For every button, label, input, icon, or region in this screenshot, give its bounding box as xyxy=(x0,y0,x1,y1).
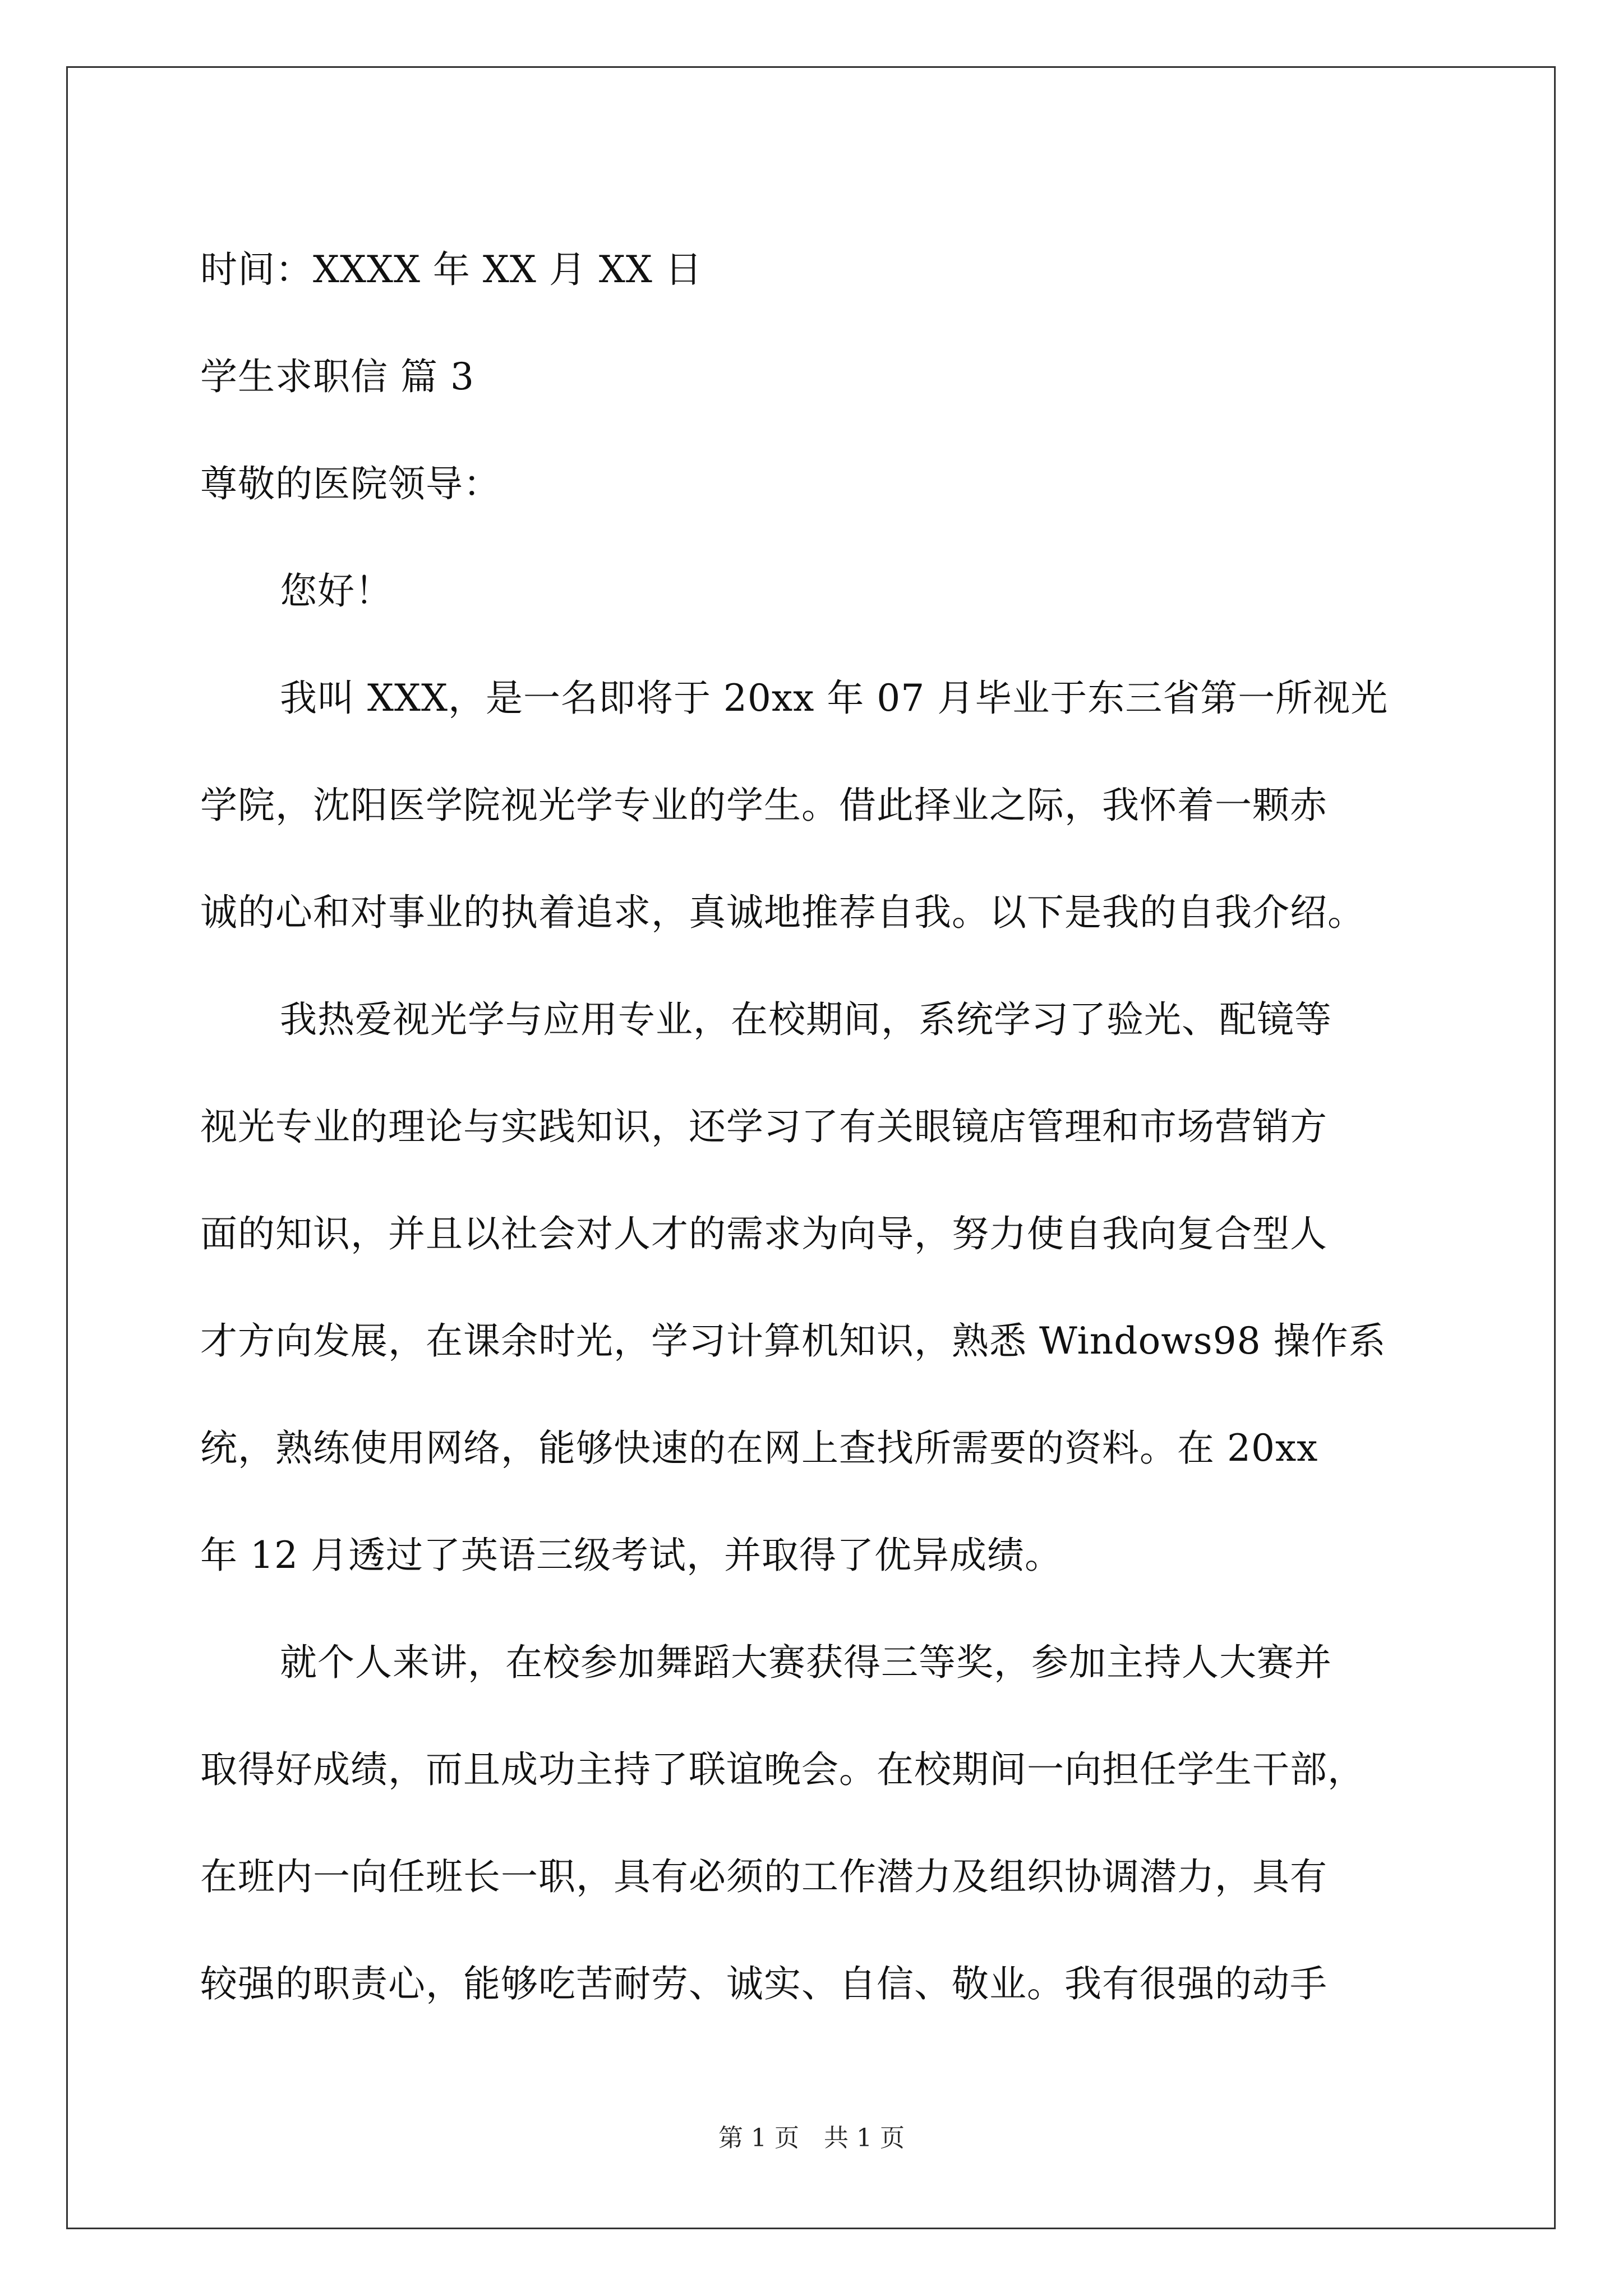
paragraph-line: 学院，沈阳医学院视光学专业的学生。借此择业之际，我怀着一颗赤 xyxy=(200,784,1327,827)
paragraph-line: 面的知识，并且以社会对人才的需求为向导，努力使自我向复合型人 xyxy=(200,1212,1327,1255)
paragraph-line: 较强的职责心，能够吃苦耐劳、诚实、自信、敬业。我有很强的动手 xyxy=(200,1962,1327,2005)
paragraph-line: 年 12 月透过了英语三级考试，并取得了优异成绩。 xyxy=(200,1534,1062,1577)
page-number: 第 1 页 xyxy=(718,2124,799,2152)
paragraph-line: 才方向发展，在课余时光，学习计算机知识，熟悉 Windows98 操作系 xyxy=(200,1319,1386,1363)
page-footer xyxy=(0,2122,1623,2155)
paragraph-line: 我热爱视光学与应用专业，在校期间，系统学习了验光、配镜等 xyxy=(280,998,1332,1041)
paragraph-line: 诚的心和对事业的执着追求，真诚地推荐自我。以下是我的自我介绍。 xyxy=(200,891,1365,934)
paragraph-line: 在班内一向任班长一职，具有必须的工作潜力及组织协调潜力，具有 xyxy=(200,1855,1327,1898)
paragraph-line: 我叫 XXX，是一名即将于 20xx 年 07 月毕业于东三省第一所视光 xyxy=(280,677,1389,720)
letter-title: 学生求职信 篇 3 xyxy=(200,355,474,398)
page-total: 共 1 页 xyxy=(824,2124,905,2152)
greeting: 您好！ xyxy=(280,569,393,613)
date-line: 时间：XXXX 年 XX 月 XX 日 xyxy=(200,248,703,291)
paragraph-line: 统，熟练使用网络，能够快速的在网上查找所需要的资料。在 20xx xyxy=(200,1427,1318,1470)
paragraph-line: 就个人来讲，在校参加舞蹈大赛获得三等奖，参加主持人大赛并 xyxy=(280,1641,1332,1684)
paragraph-line: 视光专业的理论与实践知识，还学习了有关眼镜店管理和市场营销方 xyxy=(200,1105,1327,1148)
document-body xyxy=(200,216,1452,2037)
salutation: 尊敬的医院领导： xyxy=(200,462,501,505)
paragraph-line: 取得好成绩，而且成功主持了联谊晚会。在校期间一向担任学生干部， xyxy=(200,1748,1365,1791)
